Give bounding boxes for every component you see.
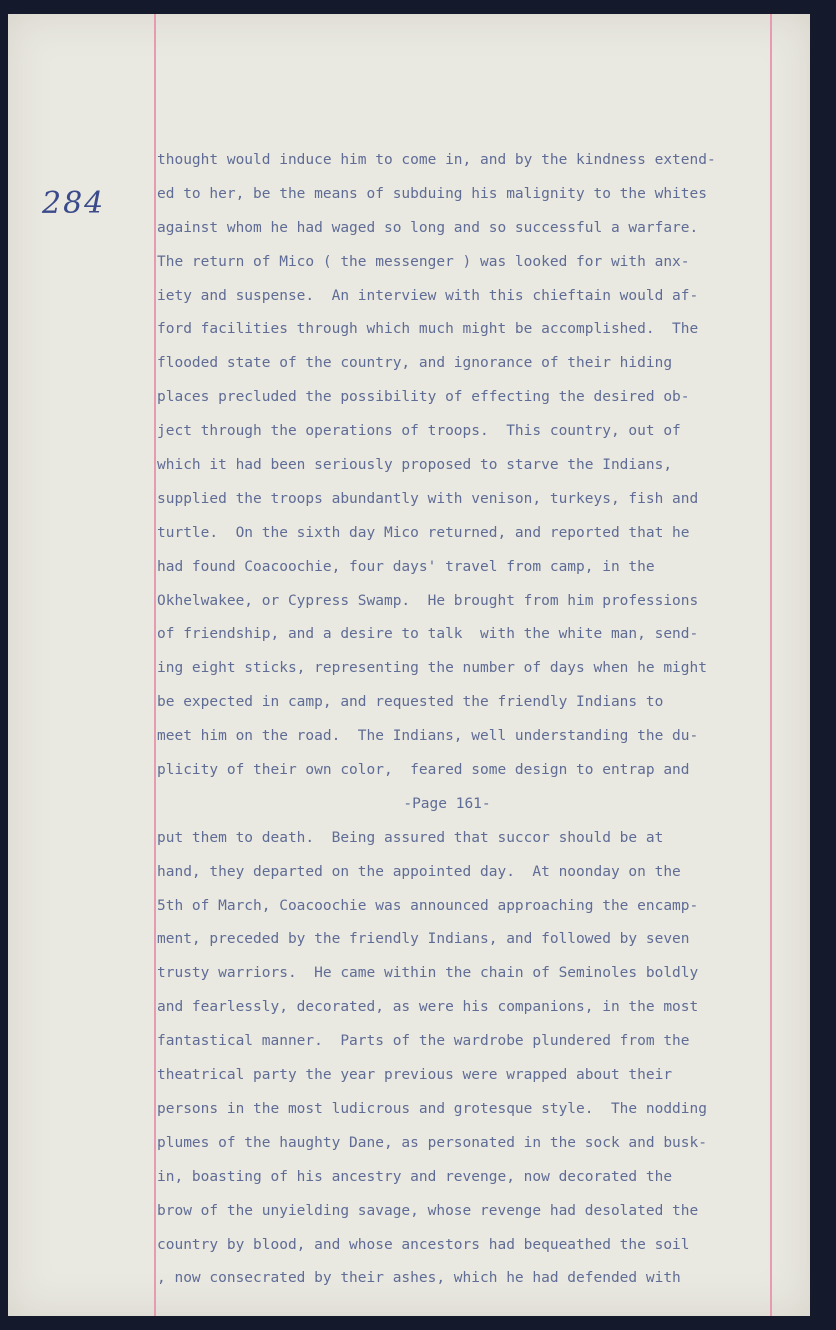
text-line: against whom he had waged so long and so successful a warfare. [157,219,699,236]
handwritten-page-number: 284 [42,186,106,221]
text-line: trusty warriors. He came within the chain of Seminoles boldly [157,965,699,982]
text-line: plumes of the haughty Dane, as personated in the sock and busk- [157,1134,707,1151]
text-line: plicity of their own color, feared some design to entrap and [157,762,690,779]
text-line: turtle. On the sixth day Mico returned, and reported that he [157,524,690,541]
text-line: in, boasting of his ancestry and revenge, now decorated the [157,1168,673,1185]
typed-text-body [157,144,807,1296]
text-line: had found Coacoochie, four days' travel from camp, in the [157,558,655,575]
text-line: supplied the troops abundantly with venison, turkeys, fish and [157,490,699,507]
text-line: which it had been seriously proposed to starve the Indians, [157,457,673,474]
left-margin-rule [154,14,156,1316]
text-line: The return of Mico ( the messenger ) was looked for with anx- [157,253,690,270]
text-line: theatrical party the year previous were wrapped about their [157,1067,673,1084]
text-line: , now consecrated by their ashes, which he had defended with [157,1270,681,1287]
text-line: meet him on the road. The Indians, well understanding the du- [157,728,699,745]
text-line: brow of the unyielding savage, whose revenge had desolated the [157,1202,699,1219]
text-line: put them to death. Being assured that succor should be at [157,829,664,846]
text-line: of friendship, and a desire to talk with the white man, send- [157,626,699,643]
text-line: hand, they departed on the appointed day. At noonday on the [157,863,681,880]
text-line: ford facilities through which much might be accomplished. The [157,321,699,338]
text-line: ment, preceded by the friendly Indians, and followed by seven [157,931,690,948]
text-line: ing eight sticks, representing the number of days when he might [157,660,707,677]
text-line: flooded state of the country, and ignorance of their hiding [157,355,673,372]
text-line: thought would induce him to come in, and by the kindness extend- [157,152,716,168]
text-line: places precluded the possibility of effecting the desired ob- [157,389,690,406]
text-line: and fearlessly, decorated, as were his companions, in the most [157,999,699,1016]
text-line: Okhelwakee, or Cypress Swamp. He brought from him professions [157,592,699,609]
text-line: 5th of March, Coacoochie was announced approaching the encamp- [157,897,699,914]
text-line: persons in the most ludicrous and grotesque style. The nodding [157,1100,707,1117]
text-line: ed to her, be the means of subduing his malignity to the whites [157,185,707,202]
text-line: country by blood, and whose ancestors had bequeathed the soil [157,1236,690,1253]
text-line: ject through the operations of troops. This country, out of [157,423,681,440]
text-line: iety and suspense. An interview with this chieftain would af- [157,287,699,304]
page-marker: -Page 161- [403,795,491,812]
text-line: fantastical manner. Parts of the wardrobe plundered from the [157,1033,690,1050]
text-line: be expected in camp, and requested the friendly Indians to [157,694,664,711]
